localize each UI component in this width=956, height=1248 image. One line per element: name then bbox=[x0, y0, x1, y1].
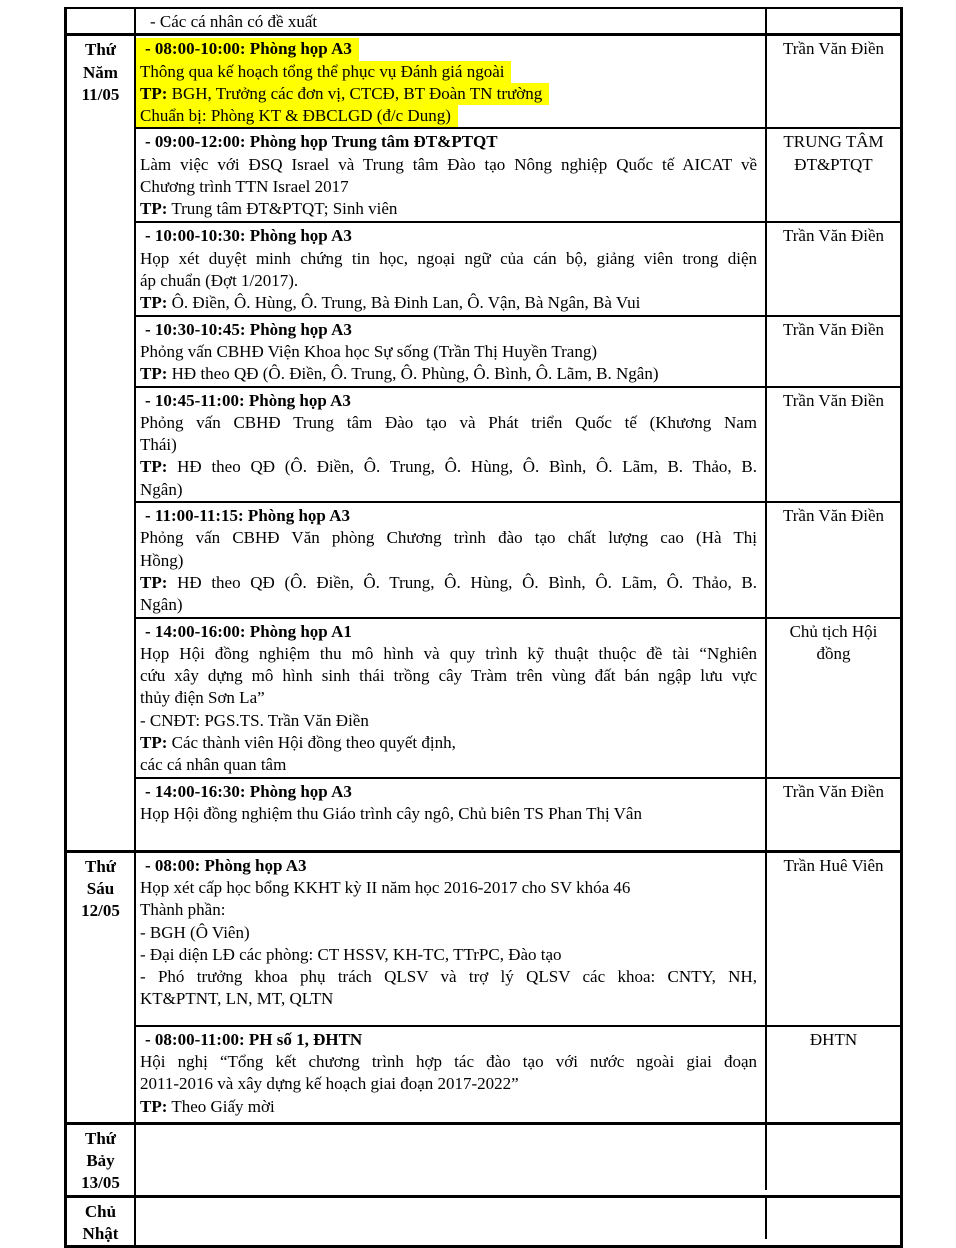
text: Phỏng vấn CBHĐ Trung tâm Đào tạo và Phát triển Quốc tế (Khương Nam bbox=[140, 412, 757, 432]
carryover-band bbox=[67, 9, 900, 33]
person-name: Trần Văn Điền bbox=[782, 39, 885, 59]
event-text-line bbox=[140, 550, 757, 572]
event-text-line bbox=[136, 61, 511, 83]
event-cell bbox=[136, 9, 767, 33]
text: 2011-2016 và xây dựng kế hoạch giai đoạn 2017-2022” bbox=[140, 1074, 519, 1094]
event-text-line bbox=[140, 665, 757, 687]
event-text-line bbox=[140, 594, 757, 616]
schedule-row bbox=[136, 1198, 900, 1239]
text: Ô. Điền, Ô. Hùng, Ô. Trung, Bà Đinh Lan, Ô. Vận, Bà Ngân, Bà Vui bbox=[167, 293, 641, 313]
rows bbox=[136, 9, 900, 33]
rows bbox=[136, 1125, 900, 1195]
bold-text: TP: bbox=[140, 83, 168, 103]
event-cell bbox=[136, 619, 767, 777]
text: Thành phần: bbox=[140, 900, 226, 920]
event-text-line bbox=[140, 803, 757, 825]
event-time-line bbox=[140, 131, 757, 153]
text: thủy điện Sơn La” bbox=[140, 688, 265, 708]
event-text-line bbox=[140, 154, 757, 176]
person-cell bbox=[767, 779, 900, 850]
event-time-line bbox=[140, 621, 757, 643]
text: cứu xây dựng mô hình sinh thái trồng cây Tràm trên vùng đất bán ngập lưu vực bbox=[140, 666, 757, 686]
event-cell bbox=[136, 317, 767, 386]
bold-text: - 14:00-16:30: Phòng họp A3 bbox=[145, 781, 352, 801]
person-name: Trần Văn Điền bbox=[782, 390, 885, 410]
rows bbox=[136, 853, 900, 1122]
event-text-line bbox=[140, 198, 757, 220]
event-time-line bbox=[140, 1029, 757, 1051]
text: HĐ theo QĐ (Ô. Điền, Ô. Trung, Ô. Hùng, Ô. Bình, Ô. Lãm, B. Thảo, B. bbox=[167, 457, 757, 477]
bold-text: - 10:30-10:45: Phòng họp A3 bbox=[145, 319, 352, 339]
day-band bbox=[67, 1122, 900, 1195]
event-text-line bbox=[140, 710, 757, 732]
day-label-line: 12/05 bbox=[81, 901, 120, 921]
person-cell bbox=[767, 1125, 900, 1190]
schedule-row bbox=[136, 777, 900, 850]
text: Chương trình TTN Israel 2017 bbox=[140, 177, 349, 197]
day-label-line: Thứ bbox=[85, 856, 116, 876]
bold-text: TP: bbox=[140, 199, 168, 219]
event-cell bbox=[136, 36, 767, 127]
schedule-row bbox=[136, 36, 900, 127]
person-name: Trần Văn Điền bbox=[782, 319, 885, 339]
schedule-row bbox=[136, 617, 900, 777]
event-text-line bbox=[136, 83, 549, 105]
bold-text: TP: bbox=[140, 1096, 168, 1116]
bold-text: - 08:00-10:00: Phòng họp A3 bbox=[145, 39, 352, 59]
event-text-line bbox=[140, 572, 757, 594]
event-text-line bbox=[140, 527, 757, 549]
day-cell bbox=[67, 1125, 136, 1195]
event-cell bbox=[136, 129, 767, 221]
event-text-line bbox=[140, 922, 757, 944]
text: các cá nhân quan tâm bbox=[140, 755, 287, 775]
text: - Các cá nhân có đề xuất bbox=[150, 12, 318, 31]
text: Họp Hội đồng nghiệm thu Giáo trình cây ngô, Chủ biên TS Phan Thị Vân bbox=[140, 803, 642, 823]
person-cell bbox=[767, 1198, 900, 1239]
bold-text: TP: bbox=[140, 364, 168, 384]
bold-text: - 10:45-11:00: Phòng họp A3 bbox=[145, 390, 351, 410]
person-name: Trần Văn Điền bbox=[782, 226, 885, 246]
event-text-line bbox=[140, 877, 757, 899]
text: HĐ theo QĐ (Ô. Điền, Ô. Trung, Ô. Phùng, Ô. Bình, Ô. Lãm, B. Ngân) bbox=[167, 364, 659, 384]
day-band bbox=[67, 33, 900, 849]
text: Hồng) bbox=[140, 550, 184, 570]
day-label-line: 11/05 bbox=[81, 84, 120, 104]
rows bbox=[136, 1198, 900, 1246]
text: - BGH (Ô Viên) bbox=[140, 922, 250, 942]
day-label-line: Thứ bbox=[85, 40, 116, 60]
event-cell bbox=[136, 1125, 767, 1190]
day-label-line: 13/05 bbox=[81, 1173, 120, 1193]
person-name: Trần Văn Điền bbox=[782, 781, 885, 801]
event-cell bbox=[136, 1198, 767, 1239]
text: Làm việc với ĐSQ Israel và Trung tâm Đào tạo Nông nghiệp Quốc tế AICAT về bbox=[140, 154, 757, 174]
schedule-row bbox=[136, 853, 900, 1025]
event-cell bbox=[136, 779, 767, 850]
text: KT&PTNT, LN, MT, QLTN bbox=[140, 989, 334, 1009]
person-name: Trần Huê Viên bbox=[783, 855, 884, 875]
event-cell bbox=[136, 853, 767, 1025]
text: Họp Hội đồng nghiệm thu mô hình và quy trình kỹ thuật thuộc đề tài “Nghiên bbox=[140, 643, 757, 663]
schedule-row bbox=[136, 1125, 900, 1190]
person-cell bbox=[767, 36, 900, 127]
text: - Đại diện LĐ các phòng: CT HSSV, KH-TC, TTrPC, Đào tạo bbox=[140, 944, 562, 964]
event-text-line bbox=[140, 270, 757, 292]
person-name: Chủ tịch Hội đồng bbox=[789, 621, 878, 663]
bold-text: - 08:00: Phòng họp A3 bbox=[145, 855, 307, 875]
event-text-line bbox=[140, 988, 757, 1010]
text: Các thành viên Hội đồng theo quyết định, bbox=[167, 733, 456, 753]
day-band bbox=[67, 1195, 900, 1246]
day-cell bbox=[67, 36, 136, 849]
schedule-row bbox=[136, 1025, 900, 1122]
event-text-line bbox=[140, 1096, 757, 1118]
text: - Phó trưởng khoa phụ trách QLSV và trợ lý QLSV các khoa: CNTY, NH, bbox=[140, 967, 757, 987]
schedule-row bbox=[136, 127, 900, 221]
event-text-line bbox=[140, 966, 757, 988]
day-band bbox=[67, 850, 900, 1122]
event-text-line bbox=[140, 292, 757, 314]
schedule-row bbox=[136, 501, 900, 616]
event-time-line bbox=[140, 781, 757, 803]
text: Hội nghị “Tổng kết chương trình hợp tác đào tạo với nước ngoài giai đoạn bbox=[140, 1051, 757, 1071]
schedule-row bbox=[136, 386, 900, 501]
person-name: TRUNG TÂM ĐT&PTQT bbox=[783, 132, 884, 174]
schedule-row bbox=[136, 9, 900, 33]
bold-text: - 11:00-11:15: Phòng họp A3 bbox=[145, 506, 350, 526]
day-label-line: Bảy bbox=[86, 1150, 115, 1170]
text: áp chuẩn (Đợt 1/2017). bbox=[140, 271, 299, 291]
event-text-line bbox=[140, 456, 757, 478]
person-cell bbox=[767, 129, 900, 221]
text: BGH, Trưởng các đơn vị, CTCĐ, BT Đoàn TN trường bbox=[167, 83, 543, 103]
event-text-line bbox=[136, 105, 458, 127]
event-text-line bbox=[140, 754, 757, 776]
bold-text: TP: bbox=[140, 457, 168, 477]
event-text-line bbox=[140, 434, 757, 456]
event-text-line bbox=[140, 1073, 757, 1095]
person-cell bbox=[767, 503, 900, 616]
day-label-line: Năm bbox=[83, 62, 118, 82]
text: - CNĐT: PGS.TS. Trần Văn Điền bbox=[140, 710, 369, 730]
event-time-line bbox=[140, 855, 757, 877]
text: Phỏng vấn CBHĐ Văn phòng Chương trình đào tạo chất lượng cao (Hà Thị bbox=[140, 528, 757, 548]
event-time-line bbox=[140, 390, 757, 412]
schedule-row bbox=[136, 221, 900, 314]
text: Ngân) bbox=[140, 595, 183, 615]
text: HĐ theo QĐ (Ô. Điền, Ô. Trung, Ô. Hùng, Ô. Bình, Ô. Lãm, Ô. Thảo, B. bbox=[167, 572, 757, 592]
bold-text: TP: bbox=[140, 572, 168, 592]
event-text-line bbox=[140, 341, 757, 363]
text: Thông qua kế hoạch tổng thể phục vụ Đánh giá ngoài bbox=[140, 61, 505, 81]
day-cell bbox=[67, 1198, 136, 1246]
event-time-line bbox=[140, 225, 757, 247]
person-name: ĐHTN bbox=[809, 1029, 858, 1049]
bold-text: TP: bbox=[140, 293, 168, 313]
event-text-line bbox=[140, 479, 757, 501]
person-cell bbox=[767, 317, 900, 386]
event-time-line bbox=[140, 319, 757, 341]
bold-text: - 08:00-11:00: PH số 1, ĐHTN bbox=[145, 1029, 363, 1049]
person-cell bbox=[767, 223, 900, 314]
rows bbox=[136, 36, 900, 849]
text: Thái) bbox=[140, 435, 177, 455]
event-text-line bbox=[140, 643, 757, 665]
bold-text: TP: bbox=[140, 733, 168, 753]
text: Ngân) bbox=[140, 479, 183, 499]
text: Phỏng vấn CBHĐ Viện Khoa học Sự sống (Trần Thị Huyền Trang) bbox=[140, 341, 597, 361]
event-text-line bbox=[140, 11, 757, 33]
event-text-line bbox=[140, 412, 757, 434]
schedule-table bbox=[64, 7, 903, 1248]
event-text-line bbox=[140, 248, 757, 270]
person-cell bbox=[767, 1027, 900, 1122]
event-time-line bbox=[136, 38, 359, 60]
event-text-line bbox=[140, 1051, 757, 1073]
day-cell-empty bbox=[67, 9, 136, 33]
person-name: Trần Văn Điền bbox=[782, 506, 885, 526]
bold-text: - 10:00-10:30: Phòng họp A3 bbox=[145, 226, 352, 246]
bold-text: - 09:00-12:00: Phòng họp Trung tâm ĐT&PTQT bbox=[145, 132, 498, 152]
schedule-row bbox=[136, 315, 900, 386]
event-cell bbox=[136, 388, 767, 501]
day-cell bbox=[67, 853, 136, 1122]
event-cell bbox=[136, 223, 767, 314]
text: Theo Giấy mời bbox=[167, 1096, 275, 1116]
event-text-line bbox=[140, 899, 757, 921]
event-cell bbox=[136, 1027, 767, 1122]
event-time-line bbox=[140, 505, 757, 527]
person-cell bbox=[767, 9, 900, 33]
event-text-line bbox=[140, 687, 757, 709]
person-cell bbox=[767, 619, 900, 777]
person-cell bbox=[767, 853, 900, 1025]
day-label-line: Nhật bbox=[82, 1223, 119, 1243]
event-cell bbox=[136, 503, 767, 616]
day-label-line: Sáu bbox=[86, 878, 115, 898]
event-text-line bbox=[140, 176, 757, 198]
day-label-line: Chủ bbox=[84, 1201, 117, 1221]
event-text-line bbox=[140, 363, 757, 385]
text: Họp xét cấp học bổng KKHT kỳ II năm học 2016-2017 cho SV khóa 46 bbox=[140, 877, 631, 897]
day-label-line: Thứ bbox=[85, 1128, 116, 1148]
text: Trung tâm ĐT&PTQT; Sinh viên bbox=[167, 199, 398, 219]
text: Họp xét duyệt minh chứng tin học, ngoại ngữ của cán bộ, giảng viên trong diện bbox=[140, 248, 757, 268]
event-text-line bbox=[140, 944, 757, 966]
person-cell bbox=[767, 388, 900, 501]
bold-text: - 14:00-16:00: Phòng họp A1 bbox=[145, 621, 352, 641]
text: Chuẩn bị: Phòng KT & ĐBCLGD (đ/c Dung) bbox=[140, 106, 451, 126]
event-text-line bbox=[140, 732, 757, 754]
